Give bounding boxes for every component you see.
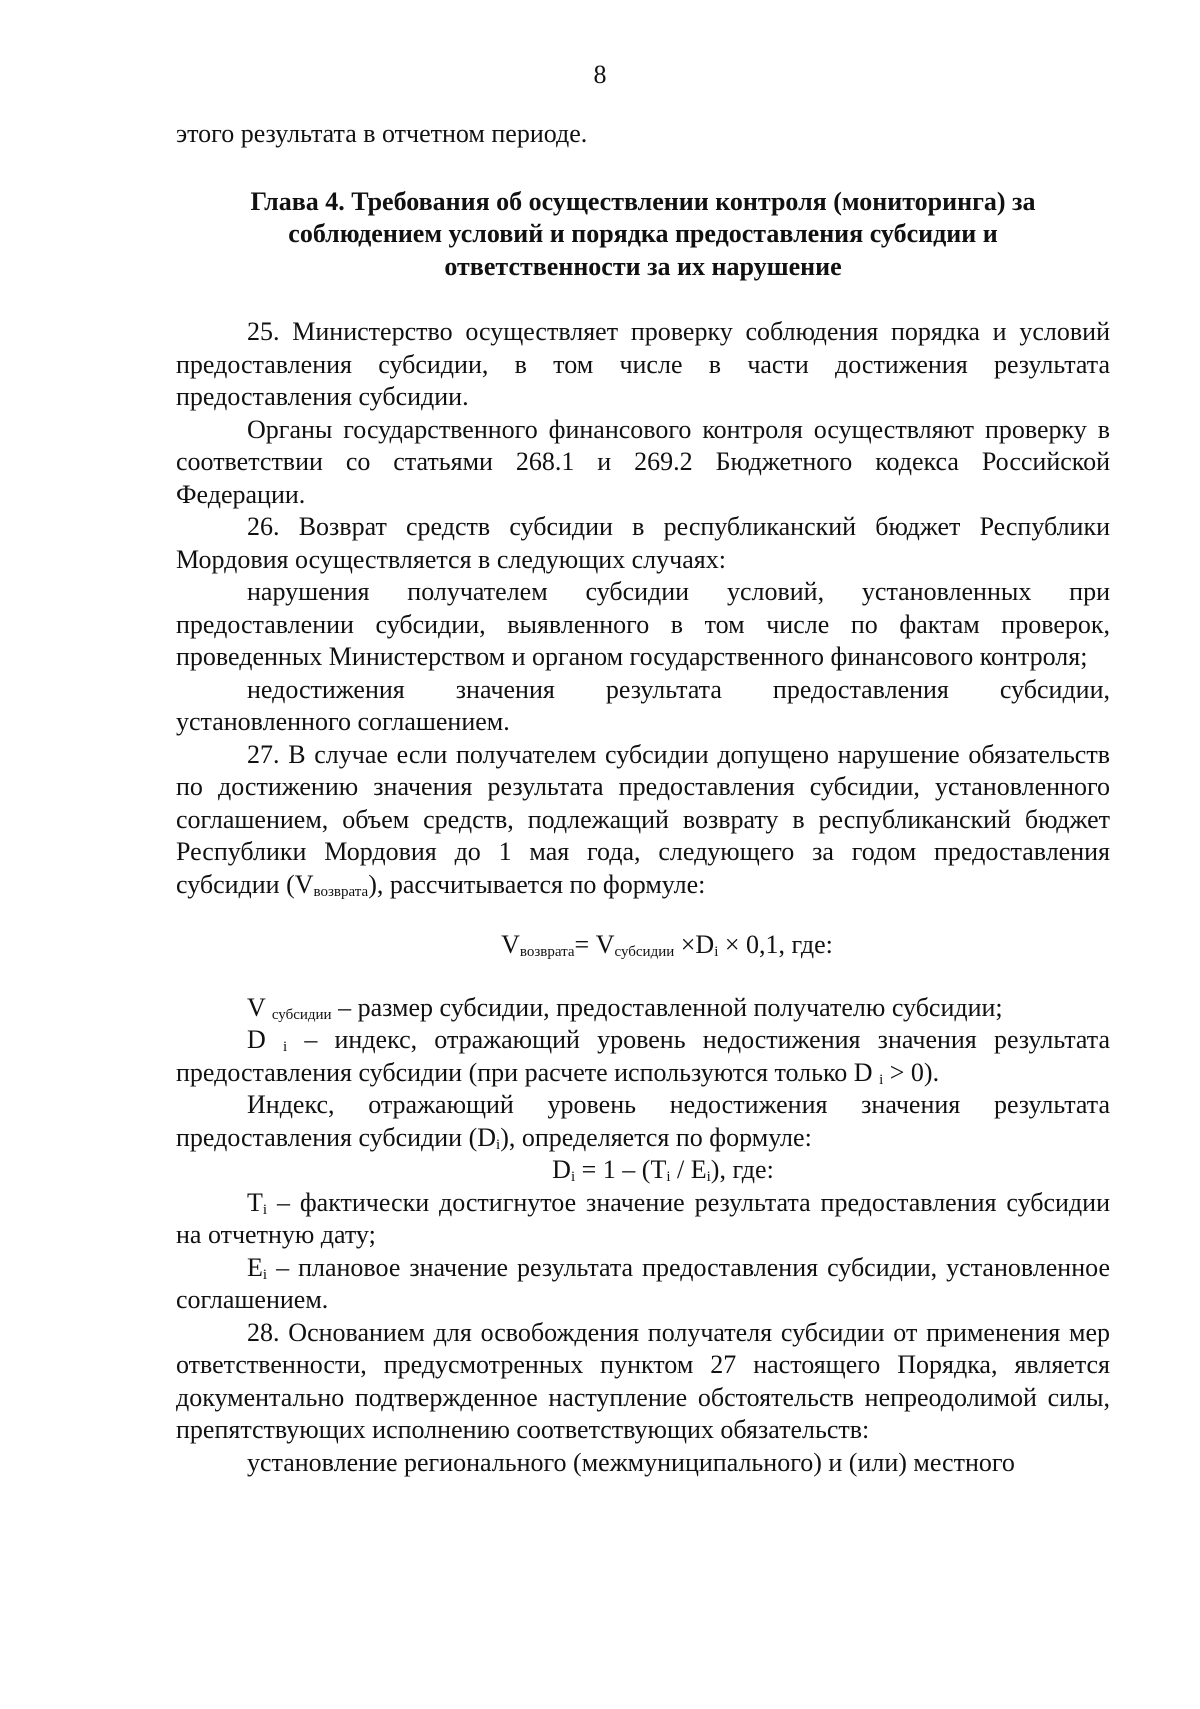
def-t-sub: i (262, 1201, 268, 1218)
chapter-heading-line-3: ответственности за их нарушение (444, 251, 842, 281)
intro-line: этого результата в отчетном периоде. (176, 119, 588, 148)
document-body (176, 118, 1110, 1479)
paragraph-27-subscript: возврата (313, 883, 369, 900)
chapter-heading-line-2: соблюдением условий и порядка предоставления субсидии и (288, 219, 998, 248)
formula-return-volume (176, 929, 1110, 962)
def-v-sub: субсидии (271, 1006, 332, 1023)
formula-2-d: D (552, 1155, 571, 1184)
formula-1-times-d: ×D (674, 930, 715, 959)
paragraph-26-case-2: недостижения значения результата предоставления субсидии, установленного соглашением. (176, 674, 1110, 736)
formula-1-v-sub: возврата (519, 944, 575, 960)
chapter-heading (176, 186, 1110, 284)
def-t-text: – фактически достигнутое значение результата предоставления субсидии на отчетную дату; (176, 1187, 1110, 1249)
formula-1-vs-sub: субсидии (614, 944, 675, 960)
def-e-sub: i (262, 1266, 268, 1283)
paragraph-27-end: ), рассчитывается по формуле: (368, 869, 706, 899)
def-d-sub-2: i (879, 1071, 884, 1088)
def-t-symbol: T (247, 1187, 263, 1217)
formula-2-end: ), где: (710, 1155, 774, 1184)
index-sub: i (496, 1136, 501, 1153)
def-e-symbol: E (247, 1252, 263, 1282)
definition-e-value (176, 1252, 1110, 1317)
def-v-symbol: V (247, 992, 272, 1022)
index-end: ), определяется по формуле: (500, 1122, 812, 1152)
paragraph-26: 26. Возврат средств субсидии в республиканский бюджет Республики Мордовия осуществляется в следующих случаях: (176, 512, 1110, 574)
def-v-text: – размер субсидии, предоставленной получателю субсидии; (331, 992, 1003, 1022)
paragraph-25-control: Органы государственного финансового контроля осуществляют проверку в соответствии со статьями 268.1 и 269.2 Бюджетного кодекса Российской Федерации. (176, 414, 1110, 509)
formula-2-slash: / E (670, 1155, 707, 1184)
paragraph-28: 28. Основанием для освобождения получателя субсидии от применения мер ответственности, предусмотренных пунктом 27 настоящего Порядка, является документально подтвержденное наступление обстоятельств непреодолимой силы, препятствующих исполнению соответствующих обязательств: (176, 1317, 1110, 1444)
index-definition (176, 1089, 1110, 1154)
page-number: 8 (593, 60, 607, 89)
formula-2-mid: = 1 – (T (575, 1155, 667, 1184)
paragraph-25: 25. Министерство осуществляет проверку соблюдения порядка и условий предоставления субсидии, в том числе в части достижения результата предоставления субсидии. (176, 317, 1110, 411)
formula-1-rest: × 0,1, где: (718, 930, 833, 959)
formula-1-eq: = V (574, 930, 615, 959)
formula-2-e-sub: i (706, 1169, 711, 1185)
def-d-text-end: > 0). (883, 1057, 940, 1087)
formula-2-t-sub: i (666, 1169, 671, 1185)
formula-2-d-sub: i (570, 1169, 576, 1185)
paragraph-26-case-1: нарушения получателем субсидии условий, установленных при предоставлении субсидии, выявленного в том числе по фактам проверок, проведенных Министерством и органом государственного финансового контроля; (176, 577, 1110, 671)
definition-t-value (176, 1187, 1110, 1252)
formula-1-v: V (501, 930, 520, 959)
index-text: Индекс, отражающий уровень недостижения значения результата предоставления субсидии (D (176, 1090, 1110, 1152)
formula-1-d-sub: i (714, 944, 719, 960)
definition-d-index (176, 1024, 1110, 1089)
definition-v-subsidy (176, 992, 1110, 1025)
chapter-heading-line-1: Глава 4. Требования об осуществлении контроля (мониторинга) за (250, 186, 1036, 216)
paragraph-27-main: 27. В случае если получателем субсидии допущено нарушение обязательств по достижению значения результата предоставления субсидии, установленного соглашением, объем средств, подлежащий возврату в республиканский бюджет Республики Мордовия до 1 мая года, следующего за годом предоставления субсидии (V (176, 739, 1110, 899)
def-d-sub: i (282, 1039, 288, 1055)
def-d-text: – индекс, отражающий уровень недостижения значения результата предоставления субсидии (при расчете используются только D (176, 1025, 1110, 1087)
def-e-text: – плановое значение результата предоставления субсидии, установленное соглашением. (176, 1252, 1110, 1314)
paragraph-27 (176, 739, 1110, 902)
paragraph-28-item: установление регионального (межмуниципального) и (или) местного (247, 1447, 1015, 1477)
def-d-symbol: D (247, 1025, 283, 1054)
formula-index (176, 1154, 1110, 1187)
